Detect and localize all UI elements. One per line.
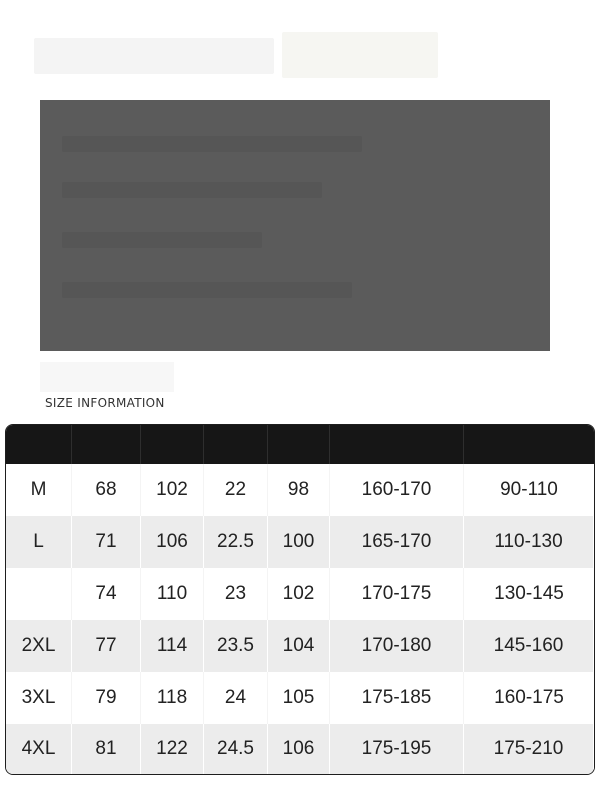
header-cell: [268, 425, 330, 464]
table-cell: 145-160: [464, 620, 594, 672]
table-row: [6, 568, 594, 620]
size-information-title: SIZE INFORMATION: [45, 396, 165, 410]
table-cell: 114: [141, 620, 204, 672]
size-cell: M: [6, 464, 72, 516]
header-cell: [330, 425, 464, 464]
table-cell: 23.5: [204, 620, 268, 672]
table-cell: 23: [204, 568, 268, 620]
table-cell: 102: [268, 568, 330, 620]
table-row: [6, 620, 594, 672]
table-row: [6, 724, 594, 774]
size-table-header: [6, 425, 594, 464]
table-cell: 102: [141, 464, 204, 516]
blurred-text-line: [62, 182, 322, 198]
blurred-text-line: [62, 232, 262, 248]
blurred-caption: [40, 362, 174, 392]
header-cell: [464, 425, 594, 464]
table-row: [6, 672, 594, 724]
header-cell: [141, 425, 204, 464]
blurred-header-left: [34, 38, 274, 74]
table-cell: 100: [268, 516, 330, 568]
table-cell: 175-185: [330, 672, 464, 724]
table-cell: 106: [268, 724, 330, 774]
table-cell: 79: [72, 672, 141, 724]
table-cell: 74: [72, 568, 141, 620]
table-cell: 24: [204, 672, 268, 724]
table-row: [6, 516, 594, 568]
table-cell: 77: [72, 620, 141, 672]
table-cell: 24.5: [204, 724, 268, 774]
table-cell: 105: [268, 672, 330, 724]
table-cell: 81: [72, 724, 141, 774]
blurred-text-line: [62, 136, 362, 152]
size-cell: [6, 568, 72, 620]
table-cell: 71: [72, 516, 141, 568]
header-cell: [72, 425, 141, 464]
size-cell: L: [6, 516, 72, 568]
table-cell: 68: [72, 464, 141, 516]
size-table: [6, 425, 594, 774]
table-cell: 104: [268, 620, 330, 672]
size-cell: 4XL: [6, 724, 72, 774]
table-cell: 175-195: [330, 724, 464, 774]
size-cell: 2XL: [6, 620, 72, 672]
header-cell: [6, 425, 72, 464]
table-cell: 170-180: [330, 620, 464, 672]
table-cell: 90-110: [500, 479, 558, 500]
table-cell: 118: [141, 672, 204, 724]
table-cell: 106: [141, 516, 204, 568]
table-cell: 160-175: [494, 687, 564, 708]
table-cell: 110-130: [464, 516, 594, 568]
table-cell: 22.5: [204, 516, 268, 568]
blurred-info-panel: [40, 100, 550, 351]
blurred-text-line: [62, 282, 352, 298]
table-cell: 98: [268, 464, 330, 516]
table-cell: 175-210: [464, 724, 594, 774]
blurred-header-right: [282, 32, 438, 78]
table-cell: 22: [204, 464, 268, 516]
size-cell: 3XL: [6, 672, 72, 724]
header-cell: [204, 425, 268, 464]
table-cell: 170-175: [330, 568, 464, 620]
table-cell: 122: [141, 724, 204, 774]
table-cell: 165-170: [330, 516, 464, 568]
table-cell: 130-145: [494, 583, 564, 604]
table-cell: 160-170: [330, 464, 464, 516]
table-cell: 110: [141, 568, 204, 620]
table-row: [6, 464, 594, 516]
